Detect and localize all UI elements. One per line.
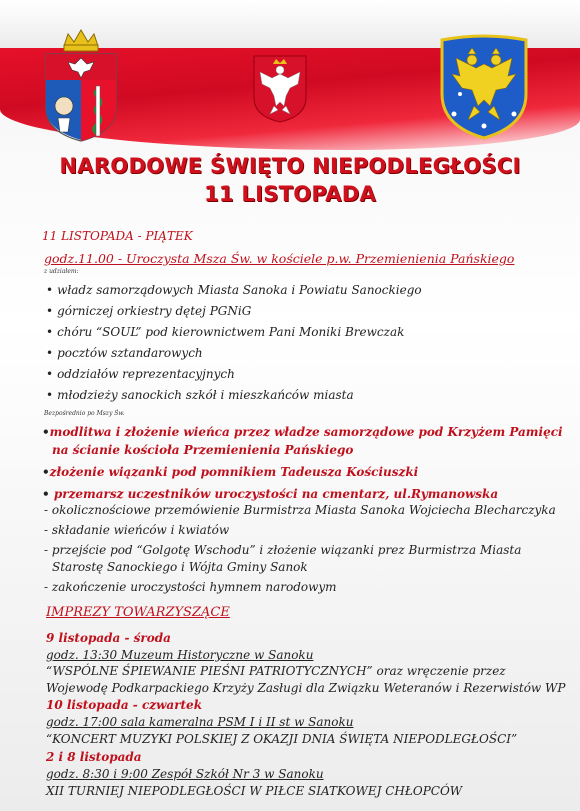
sanok-city-crest-icon — [438, 34, 530, 142]
page-subtitle: 11 LISTOPADA — [203, 182, 377, 206]
event-dash: - przejście pod “Golgotę Wschodu” i złożenie wiązanki prez Burmistrza Miasta — [44, 543, 522, 557]
event-desc: “KONCERT MUZYKI POLSKIEJ Z OKAZJI DNIA ŚWIĘTA NIEPODLEGŁOŚCI” — [46, 732, 518, 746]
event-place: godz. 13:30 Muzeum Historyczne w Sanoku — [46, 648, 314, 662]
event-red: na ścianie kościoła Przemienienia Pańskiego — [52, 443, 354, 457]
event-dash: - zakończenie uroczystości hymnem narodowym — [44, 580, 337, 594]
sanok-county-crest-icon — [42, 28, 120, 143]
day-heading: 11 LISTOPADA - PIĄTEK — [42, 229, 193, 243]
event-date: 10 listopada - czwartek — [46, 698, 203, 712]
accompanying-heading: IMPREZY TOWARZYSZĄCE — [46, 605, 230, 620]
event-date: 9 listopada - środa — [46, 631, 171, 645]
polish-eagle-emblem-icon — [252, 54, 308, 124]
list-item: • chóru “SOUL” pod kierownictwem Pani Moniki Brewczak — [46, 325, 404, 339]
event-desc: “WSPÓLNE ŚPIEWANIE PIEŚNI PATRIOTYCZNYCH” oraz wręczenie przez — [46, 664, 506, 678]
list-item: • oddziałów reprezentacyjnych — [46, 367, 235, 381]
list-item: • władz samorządowych Miasta Sanoka i Powiatu Sanockiego — [46, 283, 422, 297]
list-item: • pocztów sztandarowych — [46, 346, 203, 360]
event-red: •modlitwa i złożenie wieńca przez władze samorządowe pod Krzyżem Pamięci — [42, 425, 563, 439]
event-red: •złożenie wiązanki pod pomnikiem Tadeusza Kościuszki — [42, 465, 419, 479]
list-item: • młodzieży sanockich szkół i mieszkańców miasta — [46, 388, 354, 402]
list-item: • górniczej orkiestry dętej PGNiG — [46, 304, 251, 318]
after-mass-label: Bezpośrednio po Mszy Św. — [44, 410, 125, 417]
event-place: godz. 17:00 sala kameralna PSM I i II st w Sanoku — [46, 715, 354, 729]
event-place: godz. 8:30 i 9:00 Zespół Szkół Nr 3 w Sanoku — [46, 767, 324, 781]
page-title: NARODOWE ŚWIĘTO NIEPODLEGŁOŚCI — [59, 154, 521, 178]
event-dash: - okolicznościowe przemówienie Burmistrza Miasta Sanoka Wojciecha Blecharczyka — [44, 503, 556, 517]
event-dash: Starostę Sanockiego i Wójta Gminy Sanok — [52, 560, 308, 574]
event-red: • przemarsz uczestników uroczystości na cmentarz, ul.Rymanowska — [42, 487, 499, 501]
event-desc: Wojewodę Podkarpackiego Krzyży Zasługi dla Związku Weteranów i Rezerwistów WP — [46, 681, 566, 695]
participation-label: z udziałem: — [44, 268, 79, 275]
mass-heading: godz.11.00 - Uroczysta Msza Św. w kościele p.w. Przemienienia Pańskiego — [44, 251, 515, 266]
event-dash: - składanie wieńców i kwiatów — [44, 523, 230, 537]
event-desc: XII TURNIEJ NIEPODLEGŁOŚCI W PIŁCE SIATKOWEJ CHŁOPCÓW — [46, 784, 463, 798]
event-date: 2 i 8 listopada — [46, 750, 142, 764]
